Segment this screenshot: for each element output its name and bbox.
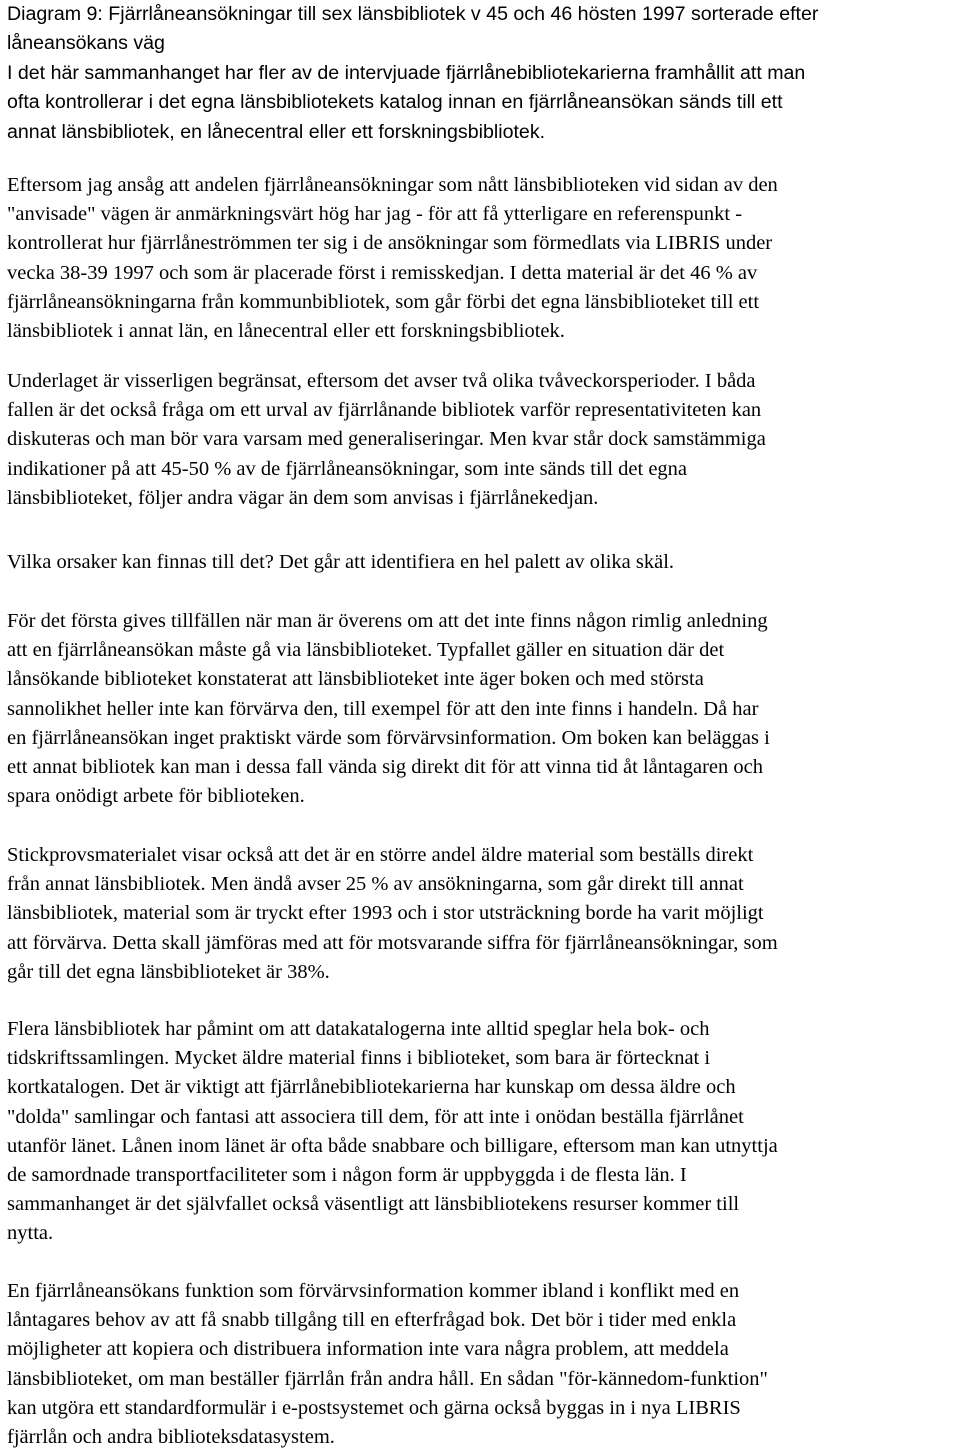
text-line: att förvärva. Detta skall jämföras med att för motsvarande siffra för fjärrlåneansökningar, som [7,931,778,954]
caption-line: Diagram 9: Fjärrlåneansökningar till sex länsbibliotek v 45 och 46 hösten 1997 sorterade efter [7,3,819,25]
text-line: fallen är det också fråga om ett urval av fjärrlånande bibliotek varför representativiteten kan [7,399,762,422]
text-line: att en fjärrlåneansökan måste gå via länsbiblioteket. Typfallet gäller en situation där det [7,639,725,662]
text-line: ett annat bibliotek kan man i dessa fall vända sig direkt dit för att vinna tid åt låntagaren och [7,756,763,779]
text-line: fjärrlån och andra biblioteksdatasystem. [7,1426,335,1449]
text-line: "dolda" samlingar och fantasi att associera till dem, för att inte i onödan beställa fjärrlånet [7,1105,744,1128]
text-line: Underlaget är visserligen begränsat, eftersom det avser två olika tvåveckorsperioder. I båda [7,370,756,392]
text-line: En fjärrlåneansökans funktion som förvärvsinformation kommer ibland i konflikt med en [7,1280,740,1302]
text-line: tidskriftssamlingen. Mycket äldre material finns i biblioteket, som bara är förtecknat i [7,1047,711,1070]
text-line: länsbibliotek i annat län, en lånecentral eller ett forskningsbibliotek. [7,320,565,343]
text-line: vecka 38-39 1997 och som är placerade först i remisskedjan. I detta material är det 46 % av [7,261,758,284]
caption-line: ofta kontrollerar i det egna länsbibliotekets katalog innan en fjärrlåneansökan sänds till ett [7,91,783,114]
paragraph-5 [7,841,953,987]
text-line: kontrollerat hur fjärrlåneströmmen ter sig i de ansökningar som förmedlats via LIBRIS under [7,232,773,255]
diagram-caption [7,0,953,147]
text-line: länsbiblioteket, om man beställer fjärrlån från andra håll. En sådan "för-kännedom-funktion" [7,1367,768,1390]
text-line: Flera länsbibliotek har påmint om att datakatalogerna inte alltid speglar hela bok- och [7,1018,710,1040]
caption-line: låneansökans väg [7,32,165,55]
text-line: Stickprovsmaterialet visar också att det är en större andel äldre material som beställs direkt [7,844,754,866]
text-line: sammanhanget är det självfallet också väsentligt att länsbibliotekens resurser kommer till [7,1193,740,1216]
text-line: låntagares behov av att få snabb tillgång till en efterfrågad bok. Det bör i tider med enkla [7,1309,737,1332]
text-line: diskuteras och man bör vara varsam med generaliseringar. Men kvar står dock samstämmiga [7,428,766,451]
paragraph-3 [7,548,953,577]
text-line: fjärrlåneansökningarna från kommunbibliotek, som går förbi det egna länsbiblioteket till ett [7,290,760,313]
text-line: lånsökande biblioteket konstaterat att länsbiblioteket inte äger boken och med största [7,668,704,691]
text-line: indikationer på att 45-50 % av de fjärrlåneansökningar, som inte sänds till det egna [7,457,688,480]
text-line: spara onödigt arbete för biblioteken. [7,785,305,808]
text-line: nytta. [7,1222,54,1245]
text-line: kortkatalogen. Det är viktigt att fjärrlånebibliotekarierna har kunskap om dessa äldre och [7,1076,736,1099]
text-line: från annat länsbibliotek. Men ändå avser 25 % av ansökningarna, som går direkt till annat [7,873,744,896]
text-line: Vilka orsaker kan finnas till det? Det går att identifiera en hel palett av olika skäl. [7,551,675,573]
text-line: går till det egna länsbiblioteket är 38%. [7,960,330,983]
text-line: För det första gives tillfällen när man är överens om att det inte finns någon rimlig anledning [7,610,768,632]
caption-line: annat länsbibliotek, en lånecentral eller ett forskningsbibliotek. [7,120,546,143]
text-line: länsbibliotek, material som är tryckt efter 1993 och i stor utsträckning borde ha varit möjligt [7,902,764,925]
text-line: sannolikhet heller inte kan förvärva den, till exempel för att den inte finns i handeln. Då har [7,697,759,720]
caption-line: I det här sammanhanget har fler av de intervjuade fjärrlånebibliotekarierna framhållit att man [7,61,806,84]
text-line: en fjärrlåneansökan inget praktiskt värde som förvärvsinformation. Om boken kan beläggas i [7,726,770,749]
text-line: "anvisade" vägen är anmärkningsvärt hög har jag - för att få ytterligare en referenspunkt - [7,203,743,226]
text-line: Eftersom jag ansåg att andelen fjärrlåneansökningar som nått länsbiblioteken vid sidan av den [7,174,778,196]
paragraph-7 [7,1277,953,1452]
text-line: länsbiblioteket, följer andra vägar än dem som anvisas i fjärrlånekedjan. [7,486,599,509]
text-line: de samordnade transportfaciliteter som i någon form är uppbyggda i de flesta län. I [7,1164,687,1187]
paragraph-4 [7,607,953,811]
paragraph-2 [7,367,953,513]
text-line: kan utgöra ett standardformulär i e-postsystemet och gärna också byggas in i nya LIBRIS [7,1396,741,1419]
text-line: utanför länet. Lånen inom länet är ofta både snabbare och billigare, eftersom man kan utnyttja [7,1134,778,1157]
paragraph-6 [7,1015,953,1249]
text-line: möjligheter att kopiera och distribuera information inte vara några problem, att meddela [7,1338,729,1361]
paragraph-1 [7,171,953,346]
